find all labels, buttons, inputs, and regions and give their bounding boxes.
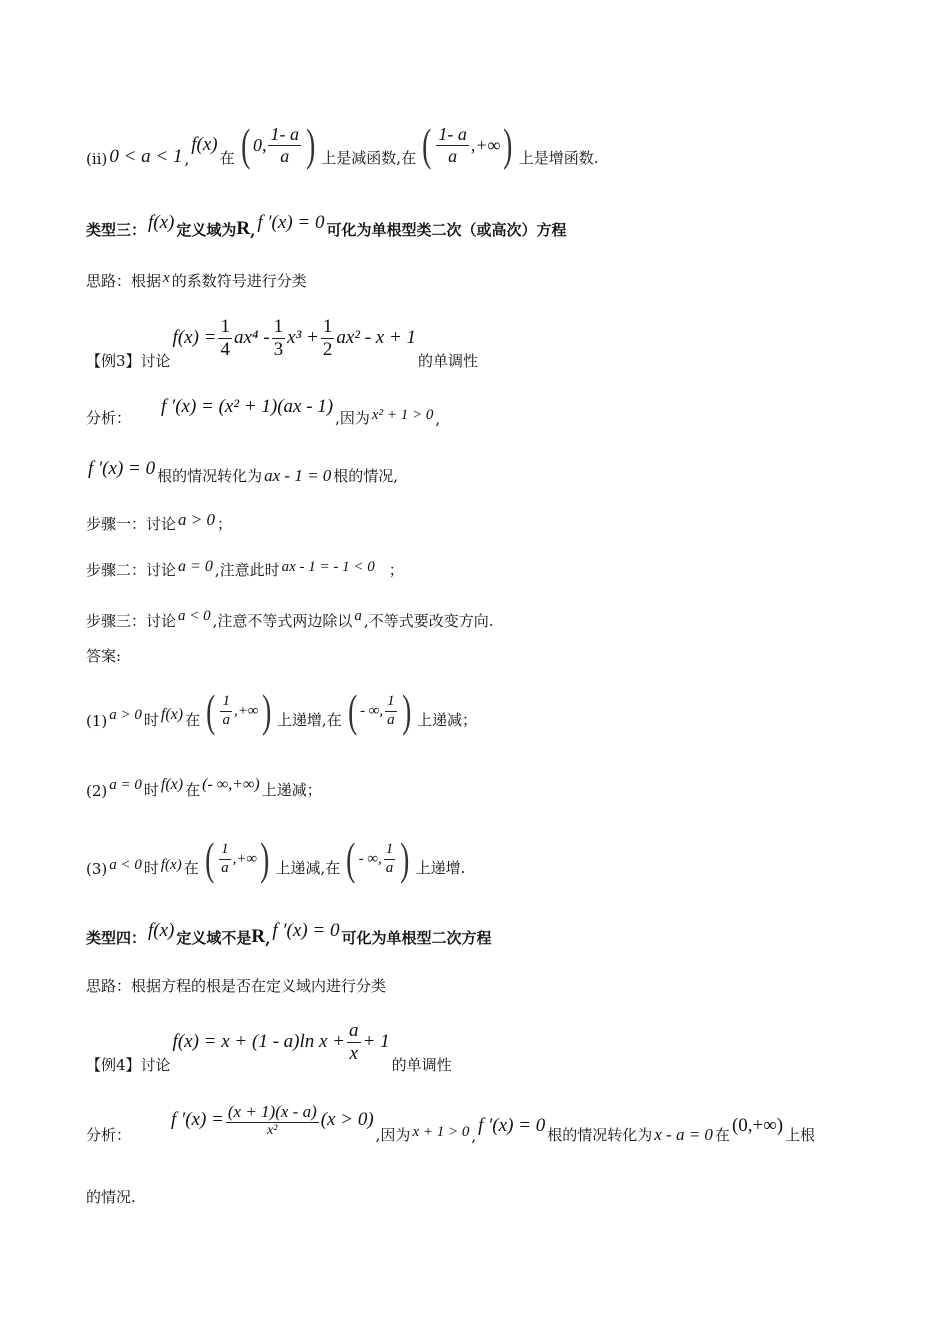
condition-math: 0 < a < 1 <box>109 146 183 167</box>
text-because: ,因为 <box>375 1125 411 1144</box>
step-label: 步骤二：讨论 <box>86 561 177 579</box>
function-expression <box>173 316 416 361</box>
text-because: ,因为 <box>335 409 370 427</box>
interval-left: - ∞, <box>358 850 382 867</box>
derivative-math: f ′(x) = 0 <box>272 920 340 941</box>
condition-math: a = 0 <box>178 558 213 575</box>
numerator: a <box>349 1020 359 1041</box>
text-mid: 上是减函数,在 <box>321 149 417 167</box>
derivative-expression: f ′(x) = (x² + 1)(ax - 1) <box>161 396 334 417</box>
fx-math: f(x) <box>160 776 184 793</box>
condition-math: a > 0 <box>178 510 215 529</box>
denominator: a <box>221 859 229 876</box>
denominator: a <box>222 711 230 728</box>
transform-line <box>86 458 398 486</box>
type-label: 类型三： <box>86 221 147 239</box>
text-transform: 根的情况转化为 <box>547 1125 653 1144</box>
interval-left: - ∞, <box>359 702 384 719</box>
heading-type-four <box>86 920 491 948</box>
interval-decrease: ( - ∞, $\frac{1}{a}$ ) <box>347 685 411 736</box>
interval-1: ( 0, $\frac{1- a}{a}$ ) <box>240 119 316 170</box>
real-set-symbol: R <box>236 218 251 239</box>
analysis-label: 分析： <box>86 1125 132 1144</box>
numerator: 1 <box>220 693 232 711</box>
text-domain: 定义域为 <box>176 221 237 239</box>
denominator: a <box>385 859 394 876</box>
denominator: x <box>349 1042 358 1064</box>
case-label: (3) <box>86 860 108 878</box>
idea-line-2 <box>86 975 386 996</box>
fraction <box>347 1020 361 1065</box>
text-end: 的单调性 <box>418 351 479 370</box>
text-transform: 根的情况转化为 <box>157 467 263 485</box>
fx-math: f(x) <box>191 134 218 155</box>
answer-2 <box>86 776 322 800</box>
numerator: 1 <box>322 316 333 337</box>
numerator: 1- a <box>270 123 299 144</box>
analysis-line-2-end <box>86 1186 136 1207</box>
comma: , <box>265 930 271 948</box>
text-note: ,注意此时 <box>214 561 280 579</box>
term: ax² - x + 1 <box>336 327 417 349</box>
linear-equation: x - a = 0 <box>654 1124 713 1144</box>
analysis-label: 分析： <box>86 409 132 427</box>
a-math: a <box>354 608 362 624</box>
numerator: 1 <box>220 316 230 337</box>
text-end: ； <box>388 561 404 579</box>
text-when: 时 <box>143 781 159 799</box>
fraction <box>385 693 397 729</box>
fraction <box>272 316 286 361</box>
denominator: x² <box>267 1122 278 1138</box>
text-end: 上根 <box>785 1125 816 1144</box>
heading-type-three <box>86 212 566 240</box>
text-zai: 在 <box>185 711 201 729</box>
fraction <box>268 124 301 166</box>
text-end: 上是增函数. <box>518 149 599 167</box>
interval-right: ,+∞ <box>470 134 501 155</box>
condition-math: a > 0 <box>109 707 142 723</box>
text-when: 时 <box>143 711 159 729</box>
text-zai: 在 <box>183 859 199 877</box>
example-label: 【例4】讨论 <box>86 1055 171 1074</box>
text-end: 上递增. <box>415 859 466 877</box>
step-one <box>86 510 232 534</box>
term: + 1 <box>362 1031 390 1053</box>
comma: , <box>184 150 190 168</box>
fraction <box>321 316 335 361</box>
case-label: (ii) <box>86 150 108 168</box>
fx-math: f(x) <box>148 212 175 233</box>
text-idea: 思路：根据方程的根是否在定义域内进行分类 <box>86 977 387 995</box>
linear-equation: ax - 1 = 0 <box>264 466 332 485</box>
fx-math: f(x) <box>160 857 182 873</box>
fx-math: f(x) <box>160 706 184 723</box>
denominator: 4 <box>220 338 230 360</box>
text-end: 上递减； <box>261 781 322 799</box>
case-label: (2) <box>86 782 108 800</box>
text-zai: 在 <box>185 781 201 799</box>
numerator: 1 <box>385 693 397 711</box>
answer-heading: 答案: <box>86 647 122 665</box>
denominator: 3 <box>273 338 284 360</box>
function-expression <box>173 1020 390 1065</box>
inequality: x² + 1 > 0 <box>371 407 434 423</box>
case-label: (1) <box>86 712 108 730</box>
text-end: 根的情况, <box>333 467 399 485</box>
fraction <box>218 316 232 361</box>
interval-2: ( $\frac{1- a}{a}$ ,+∞ ) <box>422 119 513 170</box>
term: ax⁴ - <box>233 327 270 349</box>
analysis-line <box>86 396 440 428</box>
fraction <box>226 1102 319 1139</box>
derivative-expression <box>171 1102 374 1139</box>
type-label: 类型四： <box>86 929 147 947</box>
text-idea: 思路：根据 <box>86 272 162 290</box>
answer-label <box>86 645 121 666</box>
step-two <box>86 558 404 580</box>
lhs: f(x) = <box>172 327 217 349</box>
text-end: ； <box>217 515 233 533</box>
fraction <box>436 124 469 166</box>
interval: (0,+∞) <box>731 1114 784 1136</box>
example-3 <box>86 316 478 371</box>
text-domain: 定义域不是 <box>176 929 252 947</box>
text-zai: 在 <box>219 149 235 167</box>
text-mid: 上递增,在 <box>276 711 342 729</box>
interval-right: ,+∞ <box>233 702 259 719</box>
fraction <box>220 693 232 729</box>
comma: , <box>250 222 256 240</box>
numerator: 1 <box>273 316 284 337</box>
text-end: 的情况. <box>86 1188 136 1206</box>
interval-increase: ( - ∞, $\frac{1}{a}$ ) <box>346 833 410 884</box>
text-note: ,注意不等式两边除以 <box>212 612 353 630</box>
denominator: a <box>448 145 458 166</box>
term: x³ + <box>287 327 319 349</box>
condition-math: a < 0 <box>109 857 142 873</box>
numerator: 1- a <box>438 123 467 144</box>
fraction <box>219 841 231 877</box>
line-case-ii <box>86 119 599 170</box>
answer-1 <box>86 685 477 736</box>
interval-left: 0, <box>252 134 267 155</box>
denominator: 2 <box>322 338 333 360</box>
x-math: x <box>163 270 170 286</box>
text-end: 的单调性 <box>391 1055 452 1074</box>
text-zai: 在 <box>714 1125 730 1144</box>
text-desc: 可化为单根型类二次（或高次）方程 <box>326 221 567 239</box>
comma: , <box>471 1126 477 1145</box>
condition-math: a < 0 <box>178 608 211 624</box>
interval-right: ,+∞ <box>232 850 258 867</box>
domain-condition: (x > 0) <box>320 1109 374 1131</box>
denominator: a <box>280 145 290 166</box>
fraction <box>384 841 396 877</box>
derivative-math: f ′(x) = 0 <box>257 212 325 233</box>
text-when: 时 <box>143 859 159 877</box>
lhs: f ′(x) = <box>171 1109 224 1131</box>
inequality: ax - 1 = - 1 < 0 <box>281 559 375 575</box>
derivative-zero: f ′(x) = 0 <box>478 1114 546 1136</box>
step-three <box>86 608 493 631</box>
denominator: a <box>387 711 395 728</box>
idea-line <box>86 270 307 291</box>
lhs: f(x) = x + (1 - a)ln x + <box>172 1031 346 1053</box>
analysis-line-2 <box>86 1102 815 1145</box>
condition-math: a = 0 <box>109 777 142 793</box>
step-label: 步骤一：讨论 <box>86 515 177 533</box>
text-desc: 可化为单根型二次方程 <box>341 929 492 947</box>
real-set-symbol: R <box>251 926 266 947</box>
interval-increase: ( $\frac{1}{a}$ ,+∞ ) <box>206 685 271 736</box>
text-end: ,不等式要改变方向. <box>363 612 494 630</box>
text-mid: 上递减,在 <box>275 859 341 877</box>
comma: , <box>435 410 441 428</box>
numerator: 1 <box>384 841 396 859</box>
text-end: 上递减； <box>416 711 477 729</box>
derivative-zero: f ′(x) = 0 <box>88 458 156 479</box>
step-label: 步骤三：讨论 <box>86 612 177 630</box>
text-idea-end: 的系数符号进行分类 <box>171 272 307 290</box>
interval: (- ∞,+∞) <box>202 776 260 793</box>
interval-decrease: ( $\frac{1}{a}$ ,+∞ ) <box>204 833 270 884</box>
inequality: x + 1 > 0 <box>412 1123 470 1140</box>
example-label: 【例3】讨论 <box>86 351 171 370</box>
numerator: 1 <box>219 841 231 859</box>
example-4 <box>86 1020 452 1075</box>
numerator: (x + 1)(x - a) <box>227 1102 317 1121</box>
answer-3 <box>86 833 466 884</box>
fx-math: f(x) <box>148 920 175 941</box>
